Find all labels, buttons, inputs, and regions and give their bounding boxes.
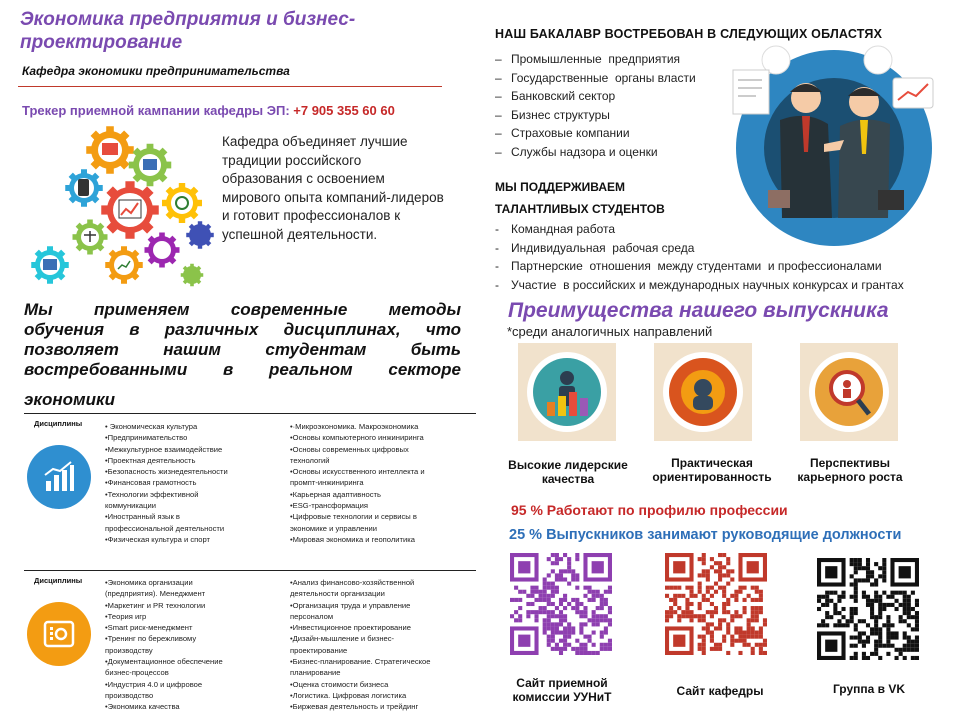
discipline-item: производству [105, 645, 153, 655]
disciplines-label: Дисциплины [34, 576, 83, 585]
leadership-svg [525, 350, 609, 434]
advantage-caption: Практическая ориентированность [652, 456, 772, 484]
list-item-text: Индивидуальная рабочая среда [511, 240, 695, 255]
discipline-item: промпт-инжиниринга [290, 478, 364, 488]
stat-profile-employment: 95 % Работают по профилю профессии [511, 502, 788, 518]
support-title: МЫ ПОДДЕРЖИВАЕМ ТАЛАНТЛИВЫХ СТУДЕНТОВ [495, 180, 665, 216]
bar-chart-icon [27, 445, 91, 509]
advantage-caption: Перспективы карьерного роста [797, 456, 903, 484]
discipline-item: технологий [290, 455, 330, 465]
discipline-item: персоналом [290, 611, 334, 621]
discipline-item: профессиональной деятельности [105, 523, 225, 533]
dash-bullet: – [495, 52, 502, 66]
discipline-item: •Документационное обеспечение [105, 657, 223, 667]
list-item [495, 124, 696, 143]
discipline-item: коммуникации [105, 501, 156, 511]
list-item [495, 276, 904, 295]
discipline-item: экономике и управлении [290, 523, 378, 533]
list-item [495, 69, 696, 88]
list-item-text: Страховые компании [511, 126, 630, 140]
leadership-icon [518, 343, 616, 441]
admission-tracker [22, 103, 395, 118]
discipline-item: проектирование [290, 645, 348, 655]
qr-code-department[interactable] [665, 553, 767, 655]
magnifier-person-svg [807, 350, 891, 434]
discipline-item: •Финансовая грамотность [105, 478, 197, 488]
discipline-item: •Мировая экономика и геополитика [290, 534, 415, 544]
disciplines-column [105, 421, 228, 545]
discipline-item: •Цифровые технологии и сервисы в [290, 512, 417, 522]
dash-bullet: – [495, 107, 502, 122]
discipline-item: •Анализ финансово-хозяйственной [290, 578, 415, 587]
list-item-text: Партнерские отношения между студентами и профессионалами [511, 259, 882, 273]
discipline-item: •Безопасность жизнедеятельности [105, 467, 228, 477]
methods-line-last: экономики [24, 390, 115, 409]
discipline-item: планирование [290, 668, 341, 678]
discipline-item: •Технологии эффективной [105, 489, 199, 499]
areas-title: НАШ БАКАЛАВР ВОСТРЕБОВАН В СЛЕДУЮЩИХ ОБЛАСТЯХ [495, 27, 883, 41]
discipline-item: •Дизайн-мышление и бизнес- [290, 634, 395, 644]
intro-text: Кафедра объединяет лучшие традиции российского образования с освоением мирового опыта компаний-лидеров и готовит профессионалов к успешной деятельности. [222, 134, 444, 242]
areas-list [495, 50, 696, 161]
handshake-illustration [728, 40, 940, 248]
advantage-caption: Высокие лидерские качества [508, 458, 628, 486]
methods-line: позволяет нашим студентам быть [24, 340, 461, 359]
methods-statement [24, 300, 461, 380]
list-item-text: Бизнес структуры [511, 107, 610, 122]
stat-leadership-positions: 25 % Выпускников занимают руководящие должности [509, 527, 902, 543]
dash-bullet: - [495, 240, 499, 255]
gear-screen-svg [41, 616, 77, 652]
list-item [495, 87, 696, 106]
list-item [495, 106, 696, 125]
list-item-text: Промышленные предприятия [511, 52, 681, 66]
disciplines-divider [24, 570, 476, 571]
list-item-text: Государственные органы власти [511, 70, 696, 85]
discipline-item: •ESG-трансформация [290, 501, 368, 511]
list-item-text: Банковский сектор [511, 89, 616, 103]
gear-screen-icon [27, 602, 91, 666]
discipline-item: •Иностранный язык в [105, 512, 180, 522]
discipline-item: •Карьерная адаптивность [290, 489, 381, 499]
discipline-item: деятельности организации [290, 589, 385, 599]
discipline-item: бизнес-процессов [105, 668, 169, 678]
qr-caption: Группа в VK [832, 682, 906, 696]
department-subtitle: Кафедра экономики предпринимательства [22, 64, 290, 78]
methods-line: востребованными в реальном секторе [24, 360, 461, 379]
head-gear-svg [661, 350, 745, 434]
discipline-item: •Маркетинг и PR технологии [105, 600, 206, 610]
disciplines-divider [24, 413, 476, 414]
discipline-item: •Организация труда и управление [290, 600, 411, 610]
head-gear-icon [654, 343, 752, 441]
discipline-item: •Экономика качества [105, 702, 180, 712]
dash-bullet: – [495, 144, 502, 159]
disciplines-column [290, 577, 431, 713]
discipline-item: •Межкультурное взаимодействие [105, 444, 223, 454]
methods-line: Мы применяем современные методы [24, 300, 461, 319]
discipline-item: •Оценка стоимости бизнеса [290, 679, 389, 689]
discipline-item: •Биржевая деятельность и трейдинг [290, 702, 419, 712]
disciplines-column [105, 577, 223, 713]
dash-bullet: - [495, 259, 499, 273]
qr-caption: Сайт приемной комиссии УУНиТ [512, 676, 612, 704]
bar-chart-svg [41, 459, 77, 495]
dash-bullet: - [495, 277, 499, 292]
advantages-note: *среди аналогичных направлений [507, 324, 713, 339]
qr-code-admission[interactable] [510, 553, 612, 655]
discipline-item: •·Микроэкономика. Макроэкономика [290, 422, 419, 431]
magnifier-person-icon [800, 343, 898, 441]
discipline-item: (предприятия). Менеджмент [105, 589, 206, 599]
qr-caption: Сайт кафедры [676, 684, 764, 698]
discipline-item: • Экономическая культура [105, 422, 198, 431]
discipline-item: •Бизнес-планирование. Стратегическое [290, 657, 431, 667]
tracker-label: Трекер приемной кампании кафедры ЭП: [22, 103, 294, 118]
discipline-item: •Экономика организации [105, 578, 193, 587]
list-item [495, 50, 696, 69]
advantages-title: Преимущества нашего выпускника [508, 299, 889, 322]
discipline-item: •Предпринимательство [105, 433, 188, 443]
list-item [495, 143, 696, 162]
discipline-item: •Основы компьютерного инжиниринга [290, 433, 424, 443]
discipline-item: •Smart риск-менеджмент [105, 623, 193, 633]
list-item-text: Службы надзора и оценки [511, 144, 658, 159]
discipline-item: производство [105, 690, 154, 700]
dash-bullet: - [495, 222, 499, 236]
gears-illustration [22, 125, 217, 290]
discipline-item: •Логистика. Цифровая логистика [290, 690, 407, 700]
list-item-text: Командная работа [511, 222, 616, 236]
methods-line: обучения в различных дисциплинах, что [24, 320, 461, 339]
discipline-item: •Основы современных цифровых [290, 444, 409, 454]
discipline-item: •Тренинг по бережливому [105, 634, 197, 644]
discipline-item: •Физическая культура и спорт [105, 534, 210, 544]
list-item [495, 257, 904, 276]
discipline-item: •Инвестиционное проектирование [290, 623, 411, 633]
discipline-item: •Основы искусственного интеллекта и [290, 467, 425, 477]
qr-code-vk[interactable] [817, 558, 919, 660]
discipline-item: •Индустрия 4.0 и цифровое [105, 679, 203, 689]
disciplines-column [290, 421, 425, 545]
disciplines-label: Дисциплины [34, 419, 83, 428]
tracker-phone[interactable]: +7 905 355 60 60 [293, 103, 395, 118]
discipline-item: •Проектная деятельность [105, 455, 196, 465]
discipline-item: •Теория игр [105, 611, 147, 621]
dash-bullet: – [495, 70, 502, 85]
title-divider [18, 86, 442, 87]
page-title: Экономика предприятия и бизнес-проектирование [20, 9, 356, 53]
list-item-text: Участие в российских и международных научных конкурсах и грантах [511, 277, 904, 292]
dash-bullet: – [495, 126, 502, 140]
dash-bullet: – [495, 89, 502, 103]
